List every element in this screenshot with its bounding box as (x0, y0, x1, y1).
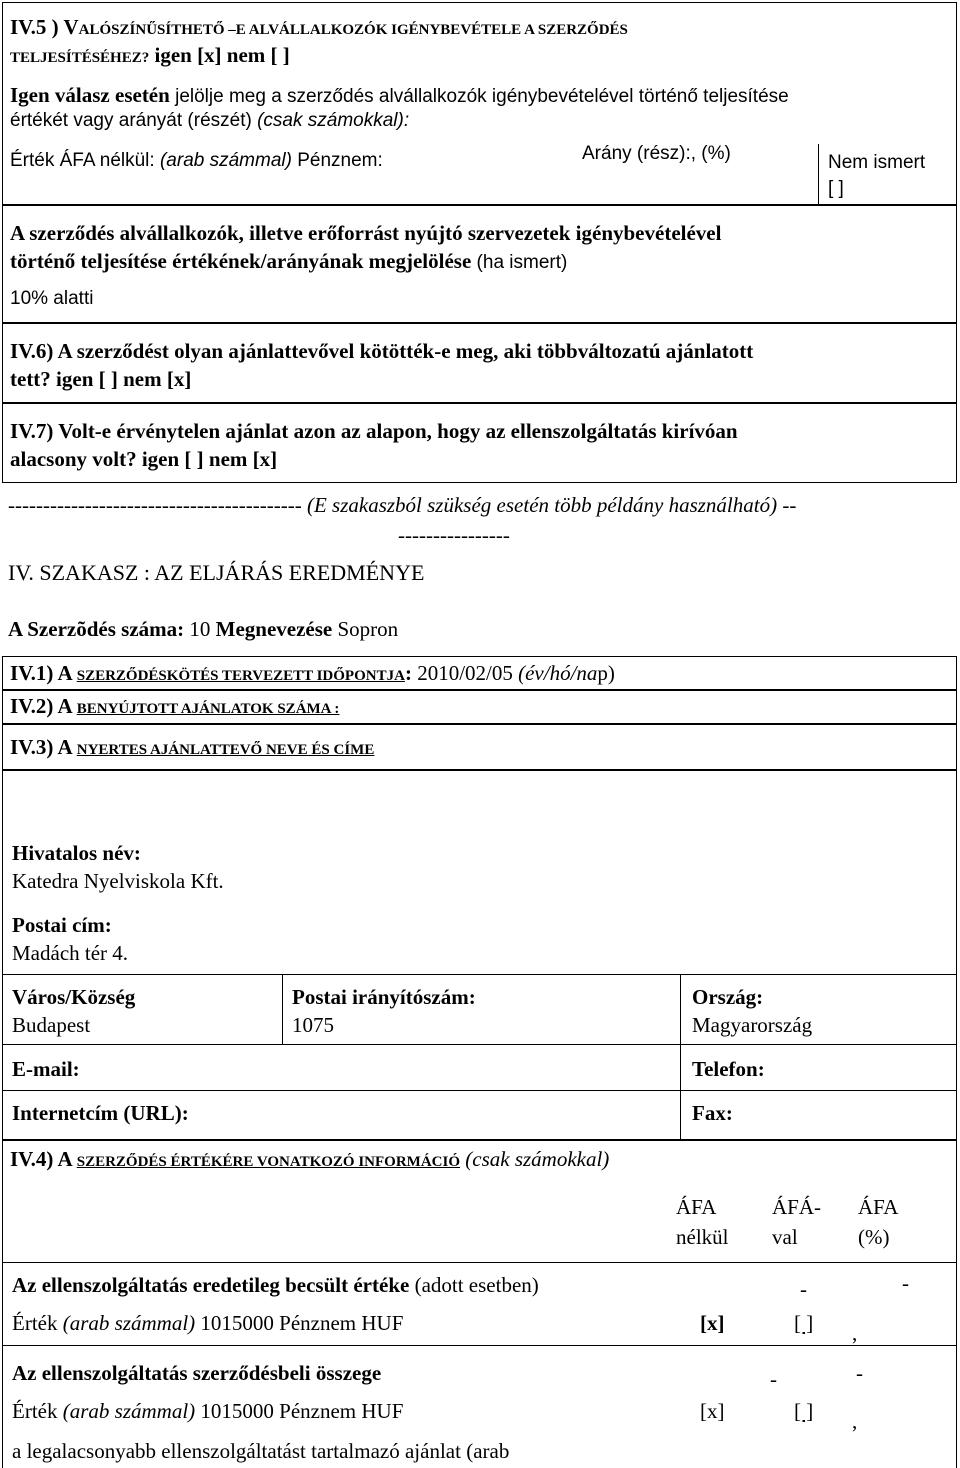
col-afa-percent-header: ÁFA (%) (858, 1195, 899, 1249)
section-title: IV. SZAKASZ : AZ ELJÁRÁS EREDMÉNYE (8, 560, 425, 585)
nem-ismert-checkbox: [ ] (828, 178, 844, 199)
iv6-line1: IV.6) A szerződést olyan ajánlattevővel kötötték-e meg, aki többváltozatú ajánlatott (10, 339, 754, 363)
official-name-value: Katedra Nyelviskola Kft. (12, 869, 224, 893)
szerzodes-afaval-dash: - (770, 1367, 777, 1391)
email-row-bottom (2, 1090, 957, 1091)
szerzodes-afa-dash: - (856, 1361, 863, 1385)
city-value: Budapest (12, 1013, 91, 1037)
nem-ismert-divider (818, 144, 819, 205)
postal-address-value: Madách tér 4. (12, 941, 129, 965)
postal-address-label: Postai cím: (12, 913, 112, 937)
email-row-divider (680, 1044, 681, 1140)
becsult-afaval-dash: - (800, 1277, 807, 1301)
address-grid-col2 (680, 974, 681, 1044)
phone-label: Telefon: (692, 1057, 765, 1081)
alv-value: 10% alatti (10, 288, 94, 309)
iv5-instruction-line1: Igen válasz esetén jelölje meg a szerződés alvállalkozók igénybevételével történő teljesítése (10, 83, 789, 107)
iv7-line1: IV.7) Volt-e érvénytelen ajánlat azon az alapon, hogy az ellenszolgáltatás kirívóan (10, 419, 738, 443)
becsult-ertek-title: Az ellenszolgáltatás eredetileg becsült értéke (adott esetben) (12, 1273, 539, 1297)
becsult-afa-dash: - (902, 1271, 909, 1295)
iv2-line: IV.2) A BENYÚJTOTT AJÁNLATOK SZÁMA : (10, 694, 340, 718)
iv5-heading-line2: TELJESÍTÉSÉHEZ? igen [x] nem [ ] (10, 43, 290, 67)
szerzodesbeli-osszeg-value: Érték (arab számmal) 1015000 Pénznem HUF (12, 1399, 404, 1423)
separator-line: ------------------------------------------ (E szakaszból szükség esetén több példány használható) -- (8, 493, 797, 517)
becsult-ertek-value: Érték (arab számmal) 1015000 Pénznem HUF (12, 1311, 404, 1335)
iv4-line: IV.4) A SZERZŐDÉS ÉRTÉKÉRE VONATKOZÓ INFORMÁCIÓ (csak számokkal) (10, 1147, 610, 1171)
becsult-afaval-check: [ ] (794, 1311, 814, 1335)
becsult-afa-nelkul-check: [x] (700, 1311, 725, 1335)
col-afaval-header: ÁFÁ- val (772, 1195, 822, 1249)
iv5-heading-line1: IV.5 ) VALÓSZÍNŰSÍTHETŐ –E ALVÁLLALKOZÓK IGÉNYBEVÉTELE A SZERZŐDÉS (10, 15, 628, 39)
legalacsonyabb-ajanlat-text: a legalacsonyabb ellenszolgáltatást tartalmazó ajánlat (arab (12, 1439, 510, 1463)
country-label: Ország: (692, 985, 764, 1009)
col-afa-nelkul-header: ÁFA nélkül (676, 1195, 729, 1249)
country-value: Magyarország (692, 1013, 813, 1037)
szerzodes-afa-nelkul-check: [x] (700, 1399, 725, 1423)
ertek-afa-nelkul-label: Érték ÁFA nélkül: (arab számmal) Pénznem: (10, 150, 383, 171)
zip-label: Postai irányítószám: (292, 985, 476, 1009)
official-name-label: Hivatalos név: (12, 841, 141, 865)
szerzodes-afa-comma: , (852, 1409, 858, 1433)
szerzodesbeli-osszeg-title: Az ellenszolgáltatás szerződésbeli összege (12, 1361, 382, 1385)
address-grid-col1 (282, 974, 283, 1044)
separator-dashes: ---------------- (398, 523, 510, 547)
zip-value: 1075 (292, 1013, 334, 1037)
iv1-line: IV.1) A SZERZŐDÉSKÖTÉS TERVEZETT IDŐPONTJA: 2010/02/05 (év/hó/nap) (10, 661, 615, 685)
iv6-line2: tett? igen [ ] nem [x] (10, 367, 192, 391)
iv7-line2: alacsony volt? igen [ ] nem [x] (10, 447, 278, 471)
url-label: Internetcím (URL): (12, 1101, 189, 1125)
arany-label: Arány (rész):, (%) (582, 143, 731, 164)
fax-label: Fax: (692, 1101, 733, 1125)
address-grid-top (2, 974, 957, 975)
iv3-line: IV.3) A NYERTES AJÁNLATTEVŐ NEVE ÉS CÍME (10, 735, 375, 759)
alv-heading-line2: történő teljesítése értékének/arányának megjelölése (ha ismert) (10, 249, 568, 273)
address-grid-bottom (2, 1044, 957, 1045)
winner-box (2, 770, 957, 1140)
iv5-instruction-line2: értékét vagy arányát (részét) (csak számokkal): (10, 110, 410, 131)
szerzodes-afaval-check: [ ] (794, 1399, 814, 1423)
becsult-afa-comma: , (852, 1321, 858, 1345)
contract-info: A Szerzõdés száma: 10 Megnevezése Sopron (8, 617, 399, 641)
nem-ismert-label: Nem ismert (828, 152, 926, 173)
city-label: Város/Község (12, 985, 136, 1009)
alv-heading-line1: A szerződés alvállalkozók, illetve erőforrást nyújtó szervezetek igénybevételével (10, 221, 722, 245)
email-label: E-mail: (12, 1057, 80, 1081)
